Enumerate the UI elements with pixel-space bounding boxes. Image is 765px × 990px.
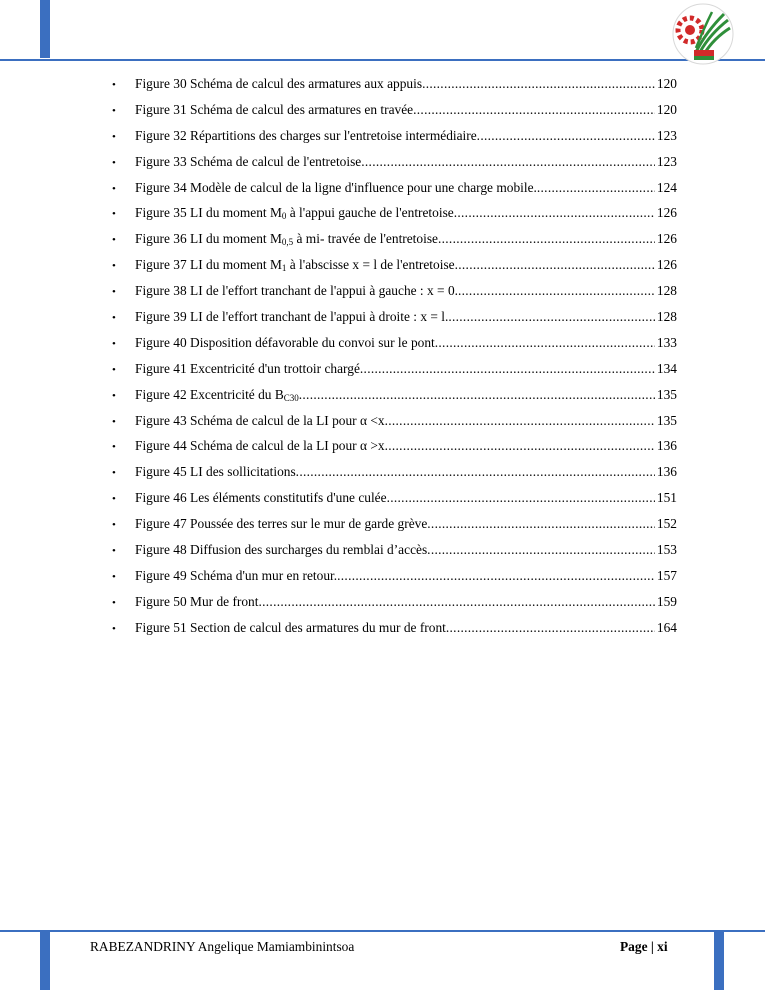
bullet-icon: • (112, 415, 116, 428)
toc-entry-page: 120 (656, 101, 677, 117)
toc-entry-page: 151 (656, 490, 677, 506)
toc-entry-label-text: Figure 35 LI du moment M (135, 205, 282, 221)
dot-leader (537, 180, 655, 196)
toc-entry[interactable] (112, 205, 677, 231)
toc-entry-label: Figure 45 LI des sollicitations (135, 464, 296, 480)
toc-entry-label-subscript: 0,5 (281, 237, 294, 248)
toc-entry[interactable] (112, 413, 677, 439)
toc-entry-label: Figure 41 Excentricité d'un trottoir chargé (135, 360, 360, 376)
dot-leader (477, 128, 655, 144)
toc-entry[interactable] (112, 257, 677, 283)
toc-entry-page: 126 (656, 257, 677, 273)
footer-right-bar (714, 932, 724, 990)
bullet-icon: • (112, 570, 116, 583)
toc-entry[interactable] (112, 464, 677, 490)
dot-leader (337, 568, 655, 584)
dot-leader (299, 387, 655, 403)
bullet-icon: • (112, 156, 116, 169)
toc-entry[interactable] (112, 438, 677, 464)
bullet-icon: • (112, 519, 116, 532)
toc-entry-label: Figure 32 Répartitions des charges sur l'entretoise intermédiaire (135, 127, 477, 143)
toc-entry[interactable] (112, 231, 677, 257)
dot-leader (455, 257, 655, 273)
dot-leader (435, 335, 655, 351)
dot-leader (385, 438, 655, 454)
toc-entry-label: Figure 51 Section de calcul des armatures du mur de front (135, 619, 446, 635)
toc-entry-label (135, 231, 438, 247)
bullet-icon: • (112, 208, 116, 221)
bullet-icon: • (112, 596, 116, 609)
toc-entry-label-text: Figure 37 LI du moment M (135, 257, 282, 273)
dot-leader (296, 464, 655, 480)
toc-entry-page: 124 (656, 179, 677, 195)
toc-entry-page: 136 (656, 438, 677, 454)
dot-leader (387, 490, 655, 506)
bullet-icon: • (112, 182, 116, 195)
toc-entry-label-text: à mi- travée de l'entretoise (293, 231, 438, 247)
dot-leader (385, 413, 655, 429)
toc-entry[interactable] (112, 128, 677, 154)
toc-entry-label: Figure 31 Schéma de calcul des armatures en travée (135, 101, 414, 117)
toc-entry-label: Figure 43 Schéma de calcul de la LI pour α <x (135, 412, 385, 428)
bullet-icon: • (112, 363, 116, 376)
toc-entry-label: Figure 44 Schéma de calcul de la LI pour α >x (135, 438, 385, 454)
toc-entry-label-text: à l'abscisse x = l de l'entretoise (286, 257, 455, 273)
dot-leader (258, 594, 654, 610)
toc-entry[interactable] (112, 180, 677, 206)
toc-entry[interactable] (112, 620, 677, 646)
dot-leader (413, 102, 655, 118)
toc-entry-label-text: Figure 42 Excentricité du B (135, 386, 284, 402)
toc-entry-page: 159 (656, 593, 677, 609)
toc-entry-label: Figure 38 LI de l'effort tranchant de l'appui à gauche : x = 0. (135, 283, 458, 299)
bullet-icon: • (112, 622, 116, 635)
dot-leader (448, 309, 655, 325)
toc-entry-label-subscript: C30 (283, 392, 299, 403)
bullet-icon: • (112, 234, 116, 247)
toc-entry[interactable] (112, 154, 677, 180)
bullet-icon: • (112, 493, 116, 506)
toc-entry-label: Figure 46 Les éléments constitutifs d'une culée (135, 490, 387, 506)
toc-entry-page: 135 (656, 386, 677, 402)
toc-entry-label (135, 205, 454, 221)
list-of-figures (112, 76, 677, 646)
toc-entry-label: Figure 40 Disposition défavorable du convoi sur le pont (135, 334, 435, 350)
toc-entry[interactable] (112, 309, 677, 335)
toc-entry[interactable] (112, 361, 677, 387)
dot-leader (458, 283, 655, 299)
dot-leader (422, 76, 655, 92)
bullet-icon: • (112, 312, 116, 325)
toc-entry[interactable] (112, 594, 677, 620)
toc-entry[interactable] (112, 102, 677, 128)
toc-entry-page: 128 (656, 309, 677, 325)
toc-entry-label-text: à l'appui gauche de l'entretoise (286, 205, 454, 221)
toc-entry[interactable] (112, 516, 677, 542)
toc-entry[interactable] (112, 568, 677, 594)
toc-entry-page: 164 (656, 619, 677, 635)
toc-entry-page: 152 (656, 516, 677, 532)
toc-entry-page: 133 (656, 334, 677, 350)
bullet-icon: • (112, 79, 116, 91)
toc-entry-page: 157 (656, 567, 677, 583)
toc-entry-label: Figure 50 Mur de front (135, 593, 259, 609)
bullet-icon: • (112, 467, 116, 480)
bullet-icon: • (112, 286, 116, 299)
toc-entry-page: 120 (656, 76, 677, 91)
toc-entry-page: 135 (656, 412, 677, 428)
toc-entry-page: 123 (656, 127, 677, 143)
toc-entry-label: Figure 49 Schéma d'un mur en retour. (135, 567, 338, 583)
footer-page-number: Page | xi (620, 939, 668, 954)
toc-entry-label: Figure 39 LI de l'effort tranchant de l'appui à droite : x = l. (135, 309, 449, 325)
toc-entry-label-text: Figure 36 LI du moment M (135, 231, 282, 247)
footer-author: RABEZANDRINY Angelique Mamiambinintsoa (90, 939, 355, 954)
dot-leader (438, 231, 655, 247)
header-left-bar (40, 0, 50, 58)
footer-left-bar (40, 932, 50, 990)
toc-entry-label: Figure 47 Poussée des terres sur le mur de garde grève (135, 516, 428, 532)
dot-leader (446, 620, 655, 636)
toc-entry-label: Figure 33 Schéma de calcul de l'entretoise (135, 153, 362, 169)
toc-entry[interactable] (112, 490, 677, 516)
toc-entry-label-subscript: 1 (281, 263, 287, 274)
bullet-icon: • (112, 389, 116, 402)
toc-entry-page: 136 (656, 464, 677, 480)
bullet-icon: • (112, 441, 116, 454)
toc-entry-page: 126 (656, 205, 677, 221)
toc-entry[interactable] (112, 283, 677, 309)
bullet-icon: • (112, 130, 116, 143)
school-logo-icon (666, 2, 740, 66)
toc-entry[interactable] (112, 542, 677, 568)
toc-entry-page: 128 (656, 283, 677, 299)
toc-entry-label (135, 257, 455, 273)
toc-entry-page: 126 (656, 231, 677, 247)
dot-leader (360, 361, 655, 377)
dot-leader (361, 154, 655, 170)
toc-entry-page: 153 (656, 542, 677, 558)
toc-entry-label (135, 387, 299, 403)
toc-entry-label: Figure 34 Modèle de calcul de la ligne d'influence pour une charge mobile. (135, 179, 537, 195)
header-rule (0, 59, 765, 61)
bullet-icon: • (112, 337, 116, 350)
toc-entry-label-subscript: 0 (281, 211, 287, 222)
toc-entry[interactable] (112, 335, 677, 361)
bullet-icon: • (112, 104, 116, 117)
toc-entry-label: Figure 48 Diffusion des surcharges du remblai d’accès (135, 542, 428, 558)
footer-rule (0, 930, 765, 932)
toc-entry[interactable] (112, 387, 677, 413)
dot-leader (427, 516, 655, 532)
toc-entry-page: 134 (656, 360, 677, 376)
toc-entry-label: Figure 30 Schéma de calcul des armatures aux appuis (135, 76, 423, 91)
dot-leader (427, 542, 655, 558)
toc-entry[interactable] (112, 76, 677, 102)
toc-entry-page: 123 (656, 153, 677, 169)
bullet-icon: • (112, 260, 116, 273)
dot-leader (454, 205, 655, 221)
bullet-icon: • (112, 545, 116, 558)
